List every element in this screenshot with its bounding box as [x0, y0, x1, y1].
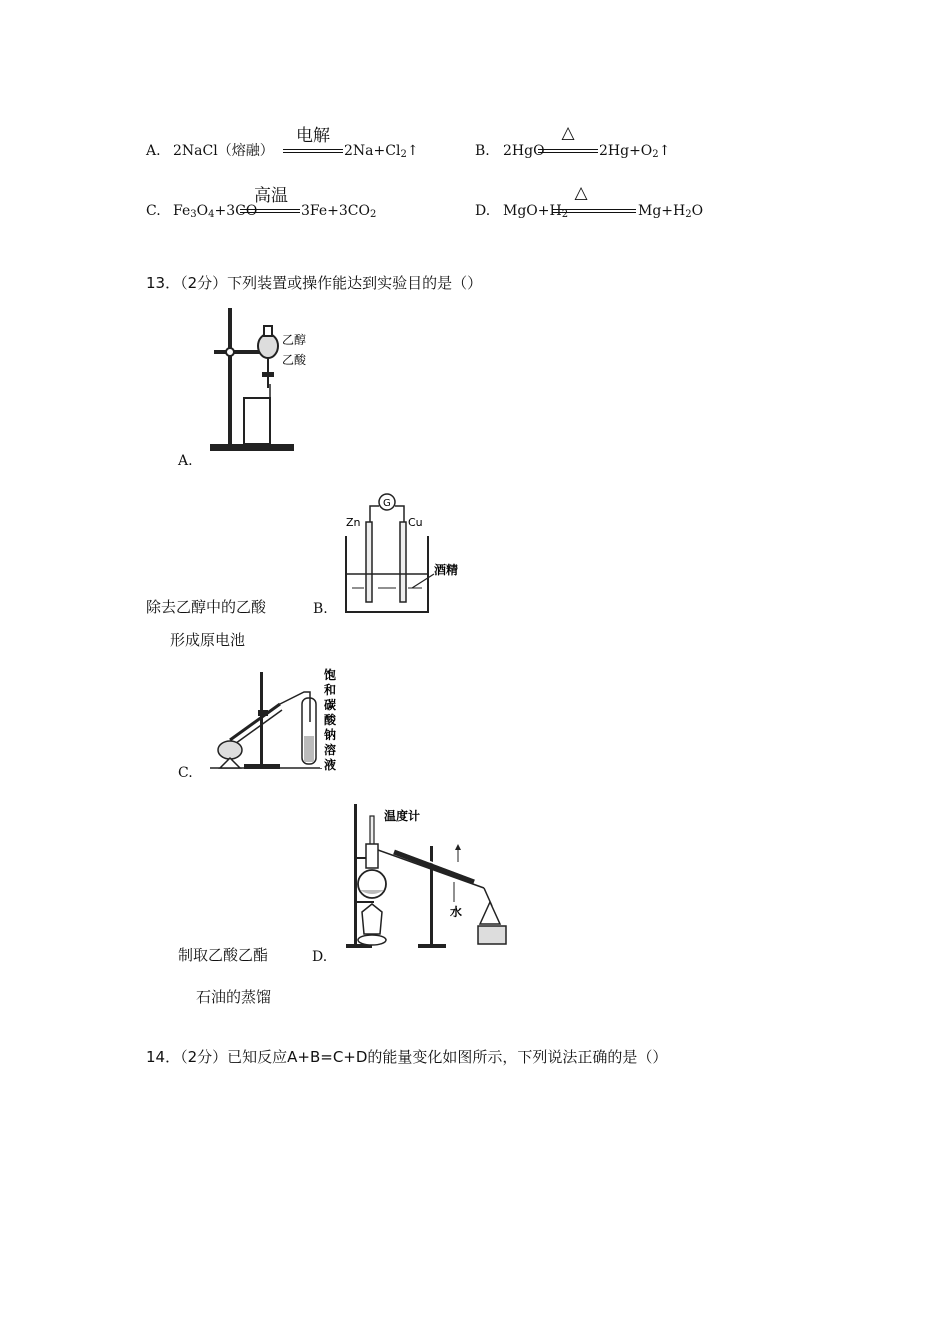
equation-right: $2Na+Cl_2↑$ [344, 143, 419, 160]
option-label: C. [146, 203, 161, 219]
reaction-condition: 高温 [254, 186, 288, 206]
option-d-label: D. [312, 949, 328, 965]
option-d-caption: 石油的蒸馏 [196, 988, 272, 1006]
equation-left: 2NaCl（熔融） [173, 143, 274, 159]
option-label: B. [475, 143, 490, 159]
figure-b-galvanic-cell [342, 492, 464, 616]
reaction-condition: △ [574, 183, 588, 203]
svg-text:液: 液 [324, 758, 337, 772]
svg-text:酸: 酸 [324, 713, 337, 727]
label-acetic-acid: 乙酸 [282, 353, 307, 367]
question-13-stem: 13．（2分）下列装置或操作能达到实验目的是（） [146, 274, 483, 292]
equals-sign [538, 149, 598, 153]
equation-left: $MgO+H_2$ [503, 203, 569, 220]
figure-a-separatory-funnel [208, 304, 328, 456]
svg-text:钠: 钠 [324, 728, 337, 742]
cu-label: Cu [408, 516, 423, 529]
option-b-caption: 形成原电池 [170, 631, 246, 649]
svg-text:溶: 溶 [324, 743, 337, 757]
reaction-condition: △ [561, 123, 575, 143]
option-label: D. [475, 203, 491, 219]
question-14-stem: 14．（2分）已知反应A+B=C+D的能量变化如图所示，下列说法正确的是（） [146, 1048, 668, 1066]
equals-sign [283, 149, 343, 153]
equation-right: $Mg+H_2O$ [638, 203, 704, 220]
option-b-label: B. [313, 601, 328, 617]
thermometer-label: 温度计 [384, 809, 421, 823]
galvanometer-label: G [383, 498, 391, 509]
equation-right: $2Hg+O_2↑$ [599, 143, 671, 160]
option-a-caption: 除去乙醇中的乙酸 [146, 598, 267, 616]
liquid-label: 酒精 [434, 563, 459, 577]
svg-text:碳: 碳 [324, 698, 337, 712]
figure-c-vertical-label [322, 666, 342, 774]
equation-left: 2HgO [503, 143, 545, 159]
equation-right: $3Fe+3CO_2$ [301, 203, 377, 220]
equals-sign [240, 209, 300, 213]
svg-text:和: 和 [324, 683, 337, 697]
reaction-condition: 电解 [296, 126, 330, 146]
zn-label: Zn [346, 516, 361, 529]
option-c-caption: 制取乙酸乙酯 [178, 946, 269, 964]
option-label: A. [146, 143, 161, 159]
equals-sign [552, 209, 636, 213]
option-a-label: A. [178, 453, 193, 469]
option-c-label: C. [178, 765, 193, 781]
svg-text:饱: 饱 [324, 668, 337, 682]
water-label: 水 [450, 905, 463, 919]
figure-d-distillation [344, 800, 514, 954]
label-ethanol: 乙醇 [282, 333, 307, 347]
equation-left: $Fe_3O_4+3CO$ [173, 203, 258, 220]
